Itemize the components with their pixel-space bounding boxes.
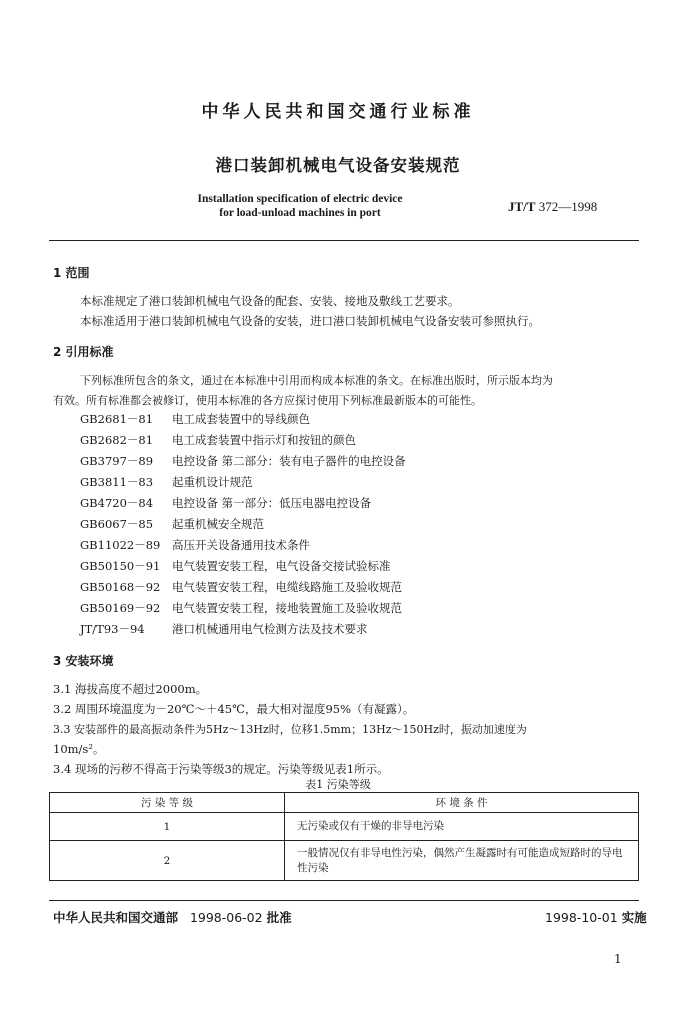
footer-issuer — [53, 908, 292, 926]
reference-item: GB11022－89 高压开关设备通用技术条件 — [80, 538, 310, 552]
reference-item: GB3797－89 电控设备 第二部分：装有电子器件的电控设备 — [80, 454, 406, 468]
reference-item: GB6067－85 起重机械安全规范 — [80, 517, 264, 531]
clause-3-2: 3.2 周围环境温度为－20℃～＋45℃，最大相对湿度95%（有凝露）。 — [53, 702, 415, 716]
document-title: 港口装卸机械电气设备安装规范 — [215, 156, 461, 175]
table-cell-condition: 无污染或仅有干燥的非导电污染 — [285, 813, 639, 841]
section-1-paragraph-1: 本标准规定了港口装卸机械电气设备的配套、安装、接地及敷线工艺要求。 — [80, 294, 460, 308]
clause-3-3-line-2: 10m/s²。 — [53, 742, 105, 756]
reference-item: GB2682－81 电工成套装置中指示灯和按钮的颜色 — [80, 433, 356, 447]
implementation-label: 实施 — [621, 910, 647, 925]
section-1-paragraph-2: 本标准适用于港口装卸机械电气设备的安装，进口港口装卸机械电气设备安装可参照执行。 — [80, 314, 540, 328]
clause-3-4: 3.4 现场的污秽不得高于污染等级3的规定。污染等级见表1所示。 — [53, 762, 389, 776]
standard-code-prefix: JT/T — [508, 199, 536, 214]
approve-date: 1998-06-02 — [189, 910, 263, 925]
section-2-heading: 2 引用标准 — [53, 345, 114, 359]
section-2-paragraph-line-2: 有效。所有标准都会被修订，使用本标准的各方应探讨使用下列标准最新版本的可能性。 — [53, 394, 482, 407]
reference-item: JT/T93－94 港口机械通用电气检测方法及技术要求 — [80, 622, 368, 636]
table-row — [50, 813, 639, 841]
standard-organization: 中华人民共和国交通行业标准 — [201, 102, 475, 122]
header-divider — [49, 240, 639, 241]
table-cell-level: 1 — [50, 813, 285, 841]
clause-3-1: 3.1 海拔高度不超过2000m。 — [53, 682, 208, 696]
english-title-line-1: Installation specification of electric device — [197, 193, 403, 205]
footer-divider — [49, 900, 639, 901]
table-header-condition: 环 境 条 件 — [285, 793, 639, 813]
reference-item: GB50150－91 电气装置安装工程，电气设备交接试验标准 — [80, 559, 391, 573]
reference-item: GB4720－84 电控设备 第一部分：低压电器电控设备 — [80, 496, 372, 510]
implementation-date: 1998-10-01 — [545, 910, 618, 925]
section-3-heading: 3 安装环境 — [53, 654, 114, 668]
section-1-heading: 1 范围 — [53, 266, 90, 280]
table-cell-level: 2 — [50, 841, 285, 881]
table-cell-condition: 一般情况仅有非导电性污染，偶然产生凝露时有可能造成短路时的导电性污染 — [285, 841, 639, 881]
reference-item: GB2681－81 电工成套装置中的导线颜色 — [80, 412, 310, 426]
issuer-name: 中华人民共和国交通部 — [53, 910, 179, 925]
table-1-caption: 表1 污染等级 — [305, 778, 371, 791]
page-number: 1 — [614, 952, 622, 966]
footer-implementation — [545, 908, 647, 926]
english-title-line-2: for load-unload machines in port — [219, 207, 381, 219]
standard-code-number: 372—1998 — [538, 199, 598, 214]
approve-label: 批准 — [266, 910, 292, 925]
clause-3-3-line-1: 3.3 安装部件的最高振动条件为5Hz～13Hz时，位移1.5mm；13Hz～150Hz时，振动加速度为 — [53, 723, 527, 736]
table-header-level: 污 染 等 级 — [50, 793, 285, 813]
standard-code — [508, 199, 597, 215]
pollution-level-table — [49, 792, 639, 881]
table-header-row — [50, 793, 639, 813]
section-2-paragraph-line-1: 下列标准所包含的条文，通过在本标准中引用而构成本标准的条文。在标准出版时，所示版本均为 — [80, 374, 553, 387]
reference-item: GB50168－92 电气装置安装工程，电缆线路施工及验收规范 — [80, 580, 402, 594]
reference-item: GB50169－92 电气装置安装工程，接地装置施工及验收规范 — [80, 601, 402, 615]
reference-item: GB3811－83 起重机设计规范 — [80, 475, 253, 489]
table-row — [50, 841, 639, 881]
